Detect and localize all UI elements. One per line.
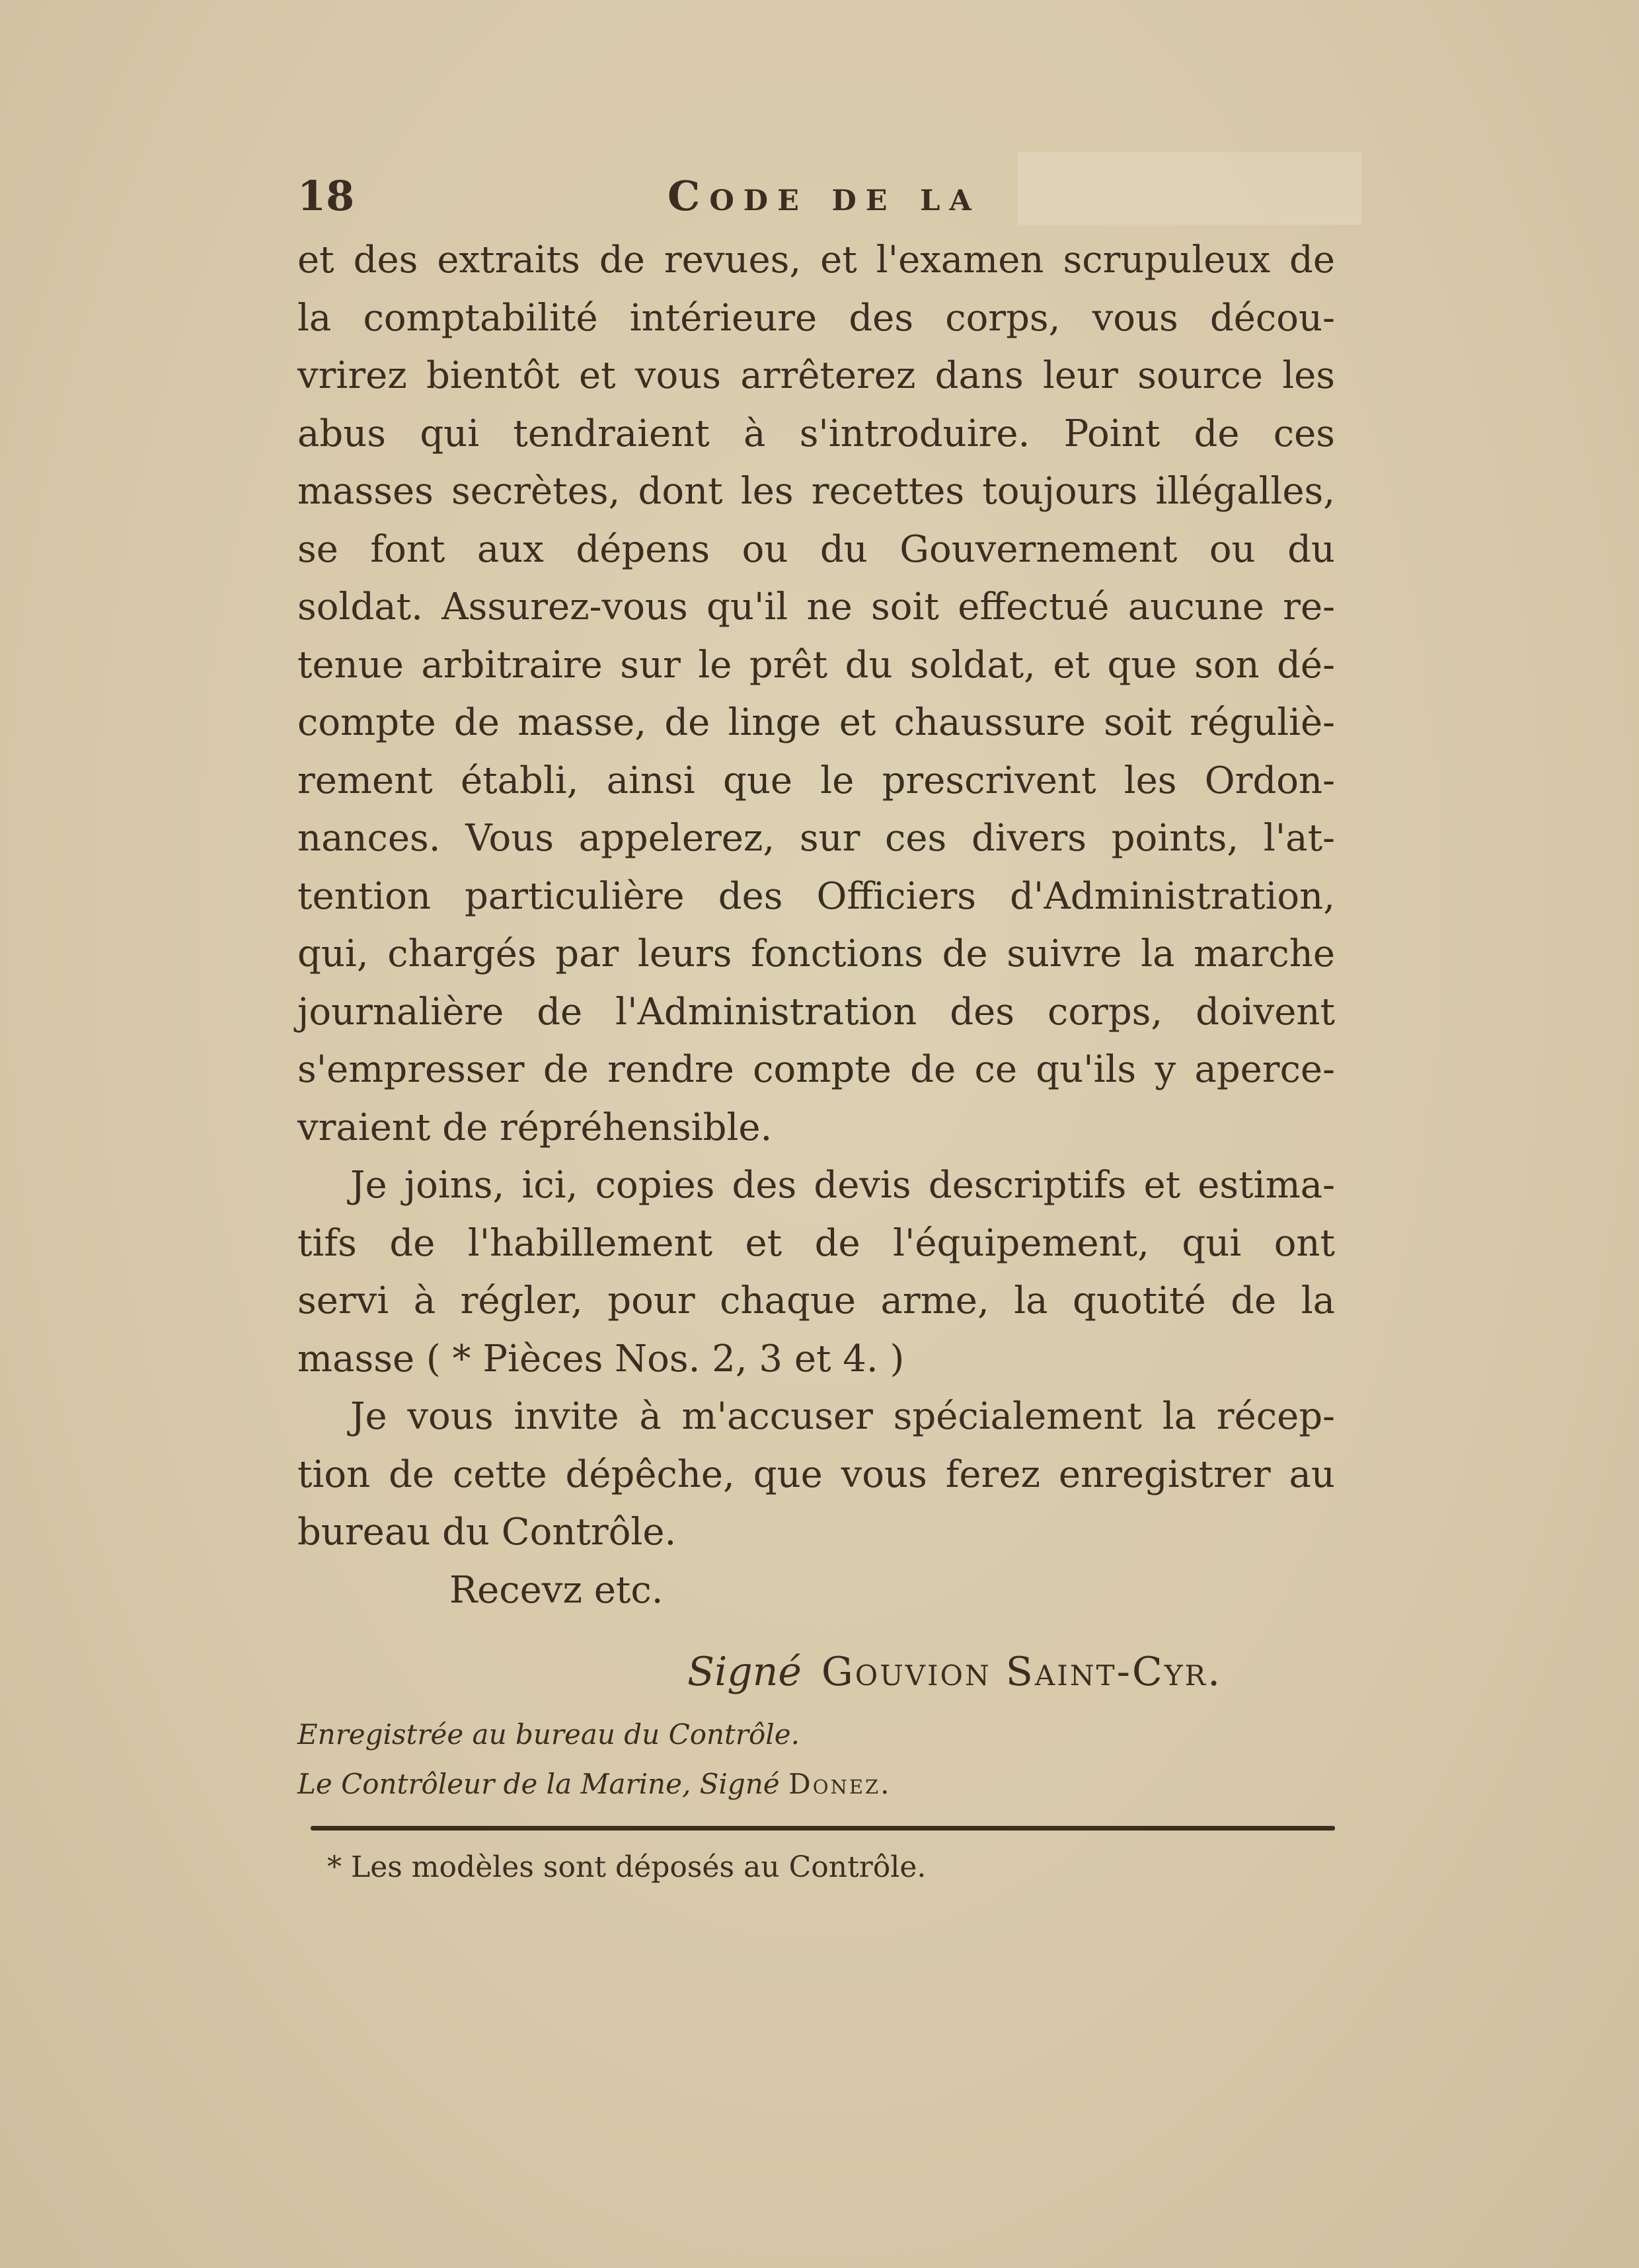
text-line: se font aux dépens ou du Gouvernement ou du (297, 527, 1335, 571)
text-line: rement établi, ainsi que le prescrivent les Ordon- (297, 759, 1335, 802)
signed-label: Signé (687, 1649, 802, 1695)
controller-text: Le Contrôleur de la Marine, Signé (297, 1768, 780, 1800)
text-line: vrirez bientôt et vous arrêterez dans leur source les (297, 354, 1335, 397)
running-title: Code de la (667, 172, 981, 220)
body-text (297, 231, 1335, 1619)
closing-line: Recevz etc. (449, 1568, 664, 1612)
page-number: 18 (297, 172, 355, 220)
controller-line (297, 1768, 892, 1800)
footnote-rule (311, 1826, 1335, 1831)
registration-line: Enregistrée au bureau du Contrôle. (297, 1718, 800, 1751)
text-line: compte de masse, de linge et chaussure soit réguliè- (297, 701, 1335, 744)
text-line: masse ( * Pièces Nos. 2, 3 et 4. ) (297, 1337, 905, 1380)
text-line: journalière de l'Administration des corps, doivent (297, 990, 1335, 1034)
text-line: tifs de l'habillement et de l'équipement, qui ont (297, 1221, 1335, 1265)
text-line: abus qui tendraient à s'introduire. Point de ces (297, 412, 1335, 455)
signature (687, 1649, 1222, 1695)
text-line: Je joins, ici, copies des devis descriptifs et estima- (350, 1164, 1335, 1207)
text-line: vraient de répréhensible. (297, 1106, 773, 1149)
text-line: s'empresser de rendre compte de ce qu'ils y aperce- (297, 1048, 1335, 1091)
text-line: tenue arbitraire sur le prêt du soldat, et que son dé- (297, 643, 1335, 687)
text-line: Je vous invite à m'accuser spécialement la récep- (350, 1395, 1335, 1438)
text-line: la comptabilité intérieure des corps, vous décou- (297, 296, 1335, 340)
text-line: bureau du Contrôle. (297, 1511, 677, 1554)
text-line: servi à régler, pour chaque arme, la quotité de la (297, 1279, 1335, 1322)
text-line: tion de cette dépêche, que vous ferez enregistrer au (297, 1453, 1335, 1496)
controller-name: Donez. (788, 1768, 892, 1800)
page-header (297, 172, 1335, 225)
signatory-name: Gouvion Saint-Cyr. (821, 1649, 1223, 1695)
footnote: * Les modèles sont déposés au Contrôle. (327, 1850, 927, 1884)
text-line: qui, chargés par leurs fonctions de suivre la marche (297, 932, 1335, 975)
text-line: tention particulière des Officiers d'Administration, (297, 874, 1335, 918)
text-line: et des extraits de revues, et l'examen scrupuleux de (297, 239, 1335, 282)
text-line: masses secrètes, dont les recettes toujours illégalles, (297, 470, 1335, 513)
text-line: soldat. Assurez-vous qu'il ne soit effectué aucune re- (297, 586, 1335, 628)
text-line: nances. Vous appelerez, sur ces divers points, l'at- (297, 817, 1335, 860)
